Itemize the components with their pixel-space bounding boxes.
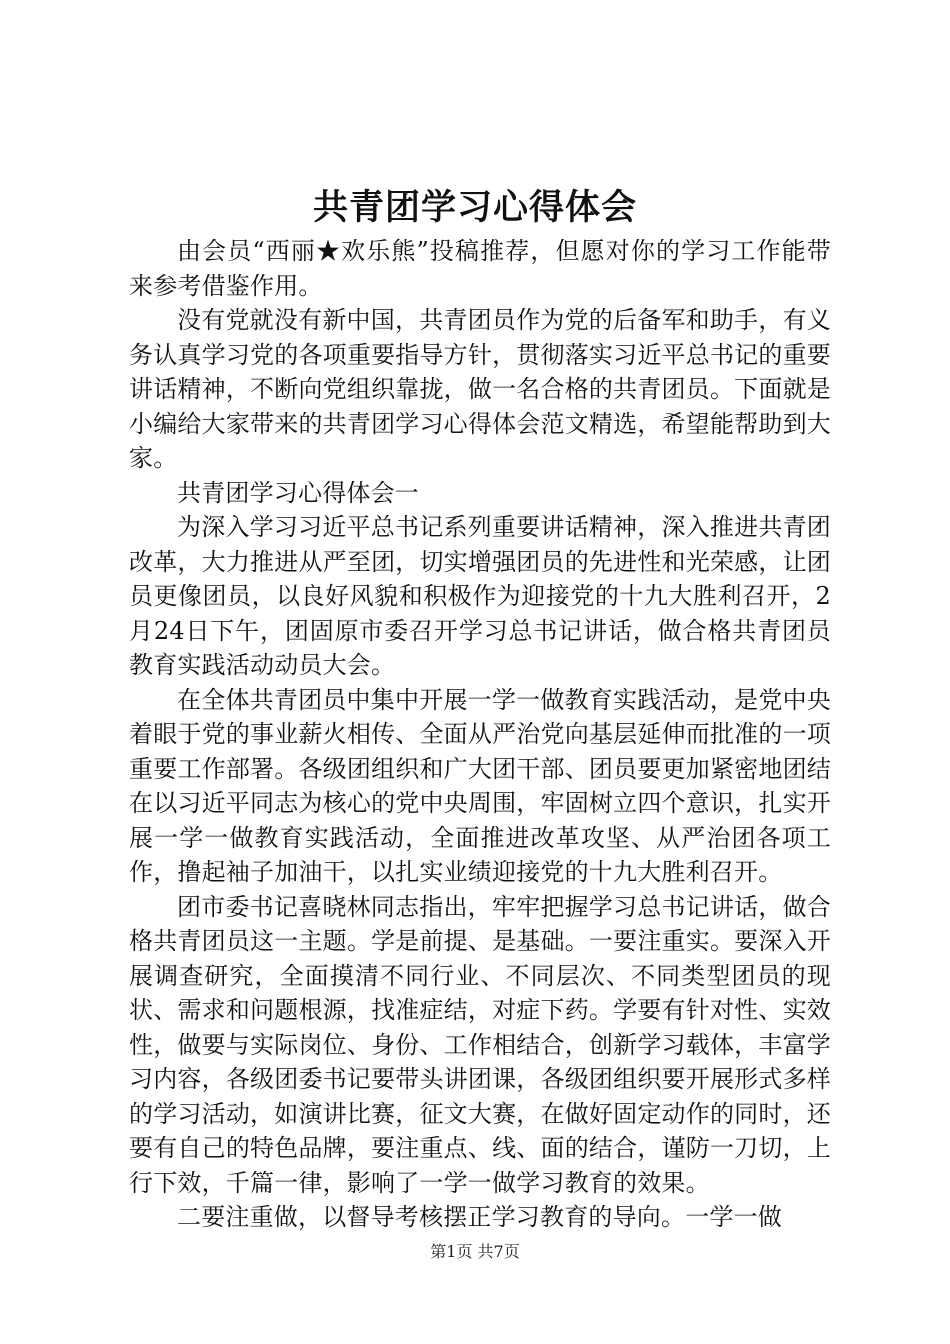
document-title: 共青团学习心得体会 xyxy=(312,187,637,228)
body-paragraph-4: 二要注重做，以督导考核摆正学习教育的导向。一学一做 xyxy=(177,1203,782,1231)
preface-paragraph: 没有党就没有新中国，共青团员作为党的后备军和助手，有义务认真学习党的各项重要指导方针，贯彻落实习近平总书记的重要讲话精神，不断向党组织靠拢，做一名合格的共青团员。下面就是小编给大家带来的共青团学习心得体会范文精选，希望能帮助到大家。 xyxy=(129,306,831,472)
page-footer: 第1页 共7页 xyxy=(430,1242,520,1261)
intro-paragraph: 由会员“西丽★欢乐熊”投稿推荐，但愿对你的学习工作能带来参考借鉴作用。 xyxy=(129,237,831,300)
body-paragraph-3: 团市委书记喜晓林同志指出，牢牢把握学习总书记讲话，做合格共青团员这一主题。学是前提、是基础。一要注重实。要深入开展调查研究，全面摸清不同行业、不同层次、不同类型团员的现状、需求和问题根源，找准症结，对症下药。学要有针对性、实效性，做要与实际岗位、身份、工作相结合，创新学习载体，丰富学习内容，各级团委书记要带头讲团课，各级团组织要开展形式多样的学习活动，如演讲比赛，征文大赛，在做好固定动作的同时，还要有自己的特色品牌，要注重点、线、面的结合，谨防一刀切，上行下效，千篇一律，影响了一学一做学习教育的效果。 xyxy=(129,892,831,1197)
document-body xyxy=(129,234,831,1235)
body-paragraph-1: 为深入学习习近平总书记系列重要讲话精神，深入推进共青团改革，大力推进从严至团，切实增强团员的先进性和光荣感，让团员更像团员，以良好风貌和积极作为迎接党的十九大胜利召开，2月24日下午，团固原市委召开学习总书记讲话，做合格共青团员教育实践活动动员大会。 xyxy=(129,513,831,679)
section-heading: 共青团学习心得体会一 xyxy=(177,478,419,507)
body-paragraph-2: 在全体共青团员中集中开展一学一做教育实践活动，是党中央着眼于党的事业薪火相传、全面从严治党向基层延伸而批准的一项重要工作部署。各级团组织和广大团干部、团员要更加紧密地团结在以习近平同志为核心的党中央周围，牢固树立四个意识，扎实开展一学一做教育实践活动，全面推进改革攻坚、从严治团各项工作，撸起袖子加油干，以扎实业绩迎接党的十九大胜利召开。 xyxy=(129,685,831,886)
